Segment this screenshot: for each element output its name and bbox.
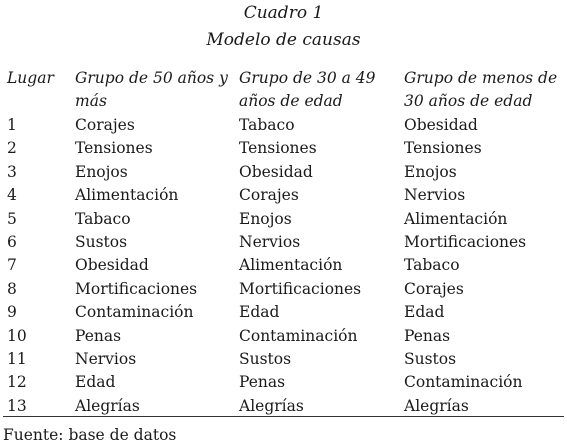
rank-cell: 8 (7, 279, 17, 298)
rank-cell: 12 (7, 373, 27, 392)
group-under-30-cell: Alimentación (404, 209, 508, 228)
group-50-plus-cell: Edad (75, 373, 116, 392)
group-30-49-cell: Obesidad (239, 162, 313, 181)
rank-cell: 5 (7, 209, 17, 228)
rank-cell: 6 (7, 232, 17, 251)
source-note: Fuente: base de datos (3, 426, 177, 444)
rank-cell: 4 (7, 186, 17, 205)
rank-cell: 10 (7, 326, 27, 345)
rank-cell: 9 (7, 303, 17, 322)
group-50-plus-cell: Enojos (75, 162, 128, 181)
table-row (0, 161, 567, 184)
group-50-plus-cell: Sustos (75, 232, 128, 251)
group-50-plus-cell: Nervios (75, 349, 137, 368)
table-row (0, 325, 567, 348)
group-30-49-cell: Sustos (239, 349, 292, 368)
rank-cell: 3 (7, 162, 17, 181)
rank-cell: 13 (7, 396, 27, 415)
header-rank: Lugar (7, 69, 54, 87)
table-body (0, 114, 567, 418)
table-number: Cuadro 1 (243, 3, 324, 23)
table-row (0, 208, 567, 231)
group-50-plus-cell: Tensiones (75, 139, 153, 158)
rank-cell: 2 (7, 139, 17, 158)
group-50-plus-cell: Tabaco (75, 209, 131, 228)
table-row (0, 278, 567, 301)
rank-cell: 7 (7, 256, 17, 275)
table-title: Modelo de causas (206, 30, 361, 50)
group-under-30-cell: Sustos (404, 349, 457, 368)
group-30-49-cell: Tabaco (239, 116, 295, 134)
group-under-30-cell: Obesidad (404, 116, 478, 134)
group-50-plus-cell: Obesidad (75, 256, 149, 275)
table-row (0, 395, 567, 418)
group-50-plus-cell: Alegrías (75, 396, 140, 415)
group-30-49-cell: Corajes (239, 186, 299, 205)
group-30-49-cell: Mortificaciones (239, 279, 362, 298)
group-30-49-cell: Nervios (239, 232, 301, 251)
table-row (0, 371, 567, 394)
table-row (0, 114, 567, 137)
group-30-49-cell: Enojos (239, 209, 292, 228)
table-row (0, 137, 567, 160)
group-under-30-cell: Mortificaciones (404, 232, 527, 251)
group-under-30-cell: Enojos (404, 162, 457, 181)
header-group-50-plus: Grupo de 50 años y más (75, 69, 228, 110)
group-under-30-cell: Tabaco (404, 256, 460, 275)
group-50-plus-cell: Mortificaciones (75, 279, 198, 298)
group-under-30-cell: Nervios (404, 186, 466, 205)
group-30-49-cell: Contaminación (239, 326, 358, 345)
rank-cell: 1 (7, 116, 17, 134)
group-50-plus-cell: Corajes (75, 116, 135, 134)
table-row (0, 348, 567, 371)
bottom-rule (3, 416, 564, 417)
group-30-49-cell: Alegrías (239, 396, 304, 415)
group-30-49-cell: Tensiones (239, 139, 317, 158)
group-30-49-cell: Penas (239, 373, 286, 392)
group-30-49-cell: Edad (239, 303, 280, 322)
header-group-under-30: Grupo de menos de 30 años de edad (404, 69, 558, 110)
group-50-plus-cell: Alimentación (75, 186, 179, 205)
group-under-30-cell: Contaminación (404, 373, 523, 392)
table-row (0, 184, 567, 207)
table-row (0, 231, 567, 254)
group-50-plus-cell: Penas (75, 326, 122, 345)
group-under-30-cell: Corajes (404, 279, 464, 298)
table-row (0, 254, 567, 277)
group-under-30-cell: Penas (404, 326, 451, 345)
rank-cell: 11 (7, 349, 27, 368)
group-under-30-cell: Tensiones (404, 139, 482, 158)
table-row (0, 301, 567, 324)
group-30-49-cell: Alimentación (239, 256, 343, 275)
group-under-30-cell: Edad (404, 303, 445, 322)
group-under-30-cell: Alegrías (404, 396, 469, 415)
header-group-30-49: Grupo de 30 a 49 años de edad (239, 69, 376, 110)
group-50-plus-cell: Contaminación (75, 303, 194, 322)
